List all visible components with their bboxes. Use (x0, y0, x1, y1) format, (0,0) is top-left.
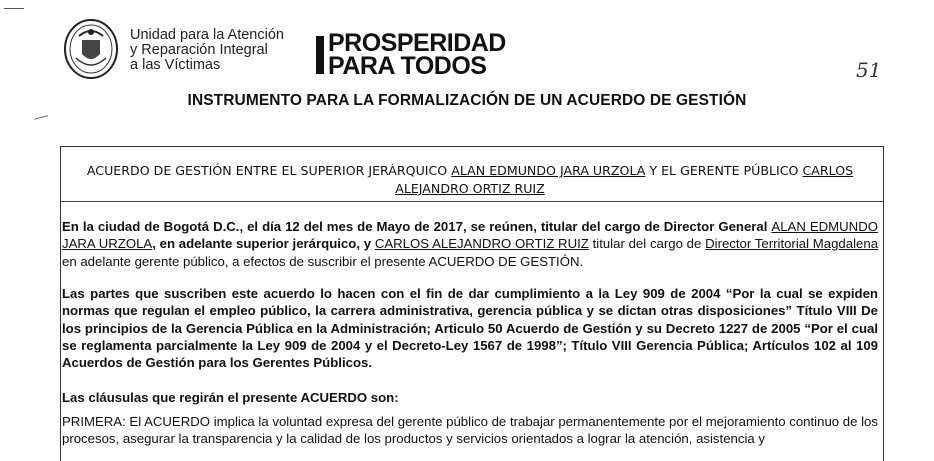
paragraph-legal-basis: Las partes que suscriben este acuerdo lo hacen con el fin de dar cumplimiento a la Ley 909 de 2004 “Por la cual se expiden normas que regulan el empleo público, la carrera administrativa, gerencia pública y se dictan otras disposiciones” Título VIII De los principios de la Gerencia Pública en la Administración; Articulo 50 Acuerdo de Gestión y su Decreto 1227 de 2005 “Por el cual se reglamenta parcialmente la Ley 909 de 2004 y el Decreto-Ley 1567 de 1998”; Título VIII Gerencia Pública; Artículos 102 al 109 Acuerdos de Gestión para los Gerentes Públicos. (62, 286, 878, 371)
gerente-name: CARLOS ALEJANDRO ORTIZ RUIZ (395, 163, 854, 196)
logo-line: PARA TODOS (328, 52, 487, 80)
document-title: INSTRUMENTO PARA LA FORMALIZACIÓN DE UN ACUERDO DE GESTIÓN (187, 92, 747, 109)
superior-name: ALAN EDMUNDO JARA URZOLA (62, 219, 878, 252)
scan-mark (34, 115, 48, 120)
handwritten-page-number: 51 (856, 58, 882, 82)
cargo-name: Director Territorial Magdalena (705, 236, 879, 252)
coat-of-arms-icon (62, 18, 120, 80)
paragraph-primera: PRIMERA: El ACUERDO implica la voluntad expresa del gerente público de trabajar permanentemente por el mejoramiento continuo de los procesos, asegurar la transparencia y la calidad de los productos y servicios orientados a lograr la atención, asistencia y (62, 414, 878, 447)
unidad-victimas-logo (130, 28, 284, 73)
logo-line: a las Víctimas (130, 57, 221, 73)
prosperidad-flag-icon (316, 36, 324, 74)
scan-mark (4, 8, 24, 9)
logo-line: y Reparación Integral (130, 42, 268, 58)
gerente-name: CARLOS ALEJANDRO ORTIZ RUIZ (374, 236, 589, 252)
paragraph-clauses-intro: Las cláusulas que regirán el presente ACUERDO son: (62, 390, 399, 405)
logo-line: Unidad para la Atención (130, 27, 284, 43)
paragraph-intro: En la ciudad de Bogotá D.C., el día 12 del mes de Mayo de 2017, se reúnen, titular del cargo de Director General ALAN EDMUNDO JARA URZOLA, en adelante superior jerárquico, y CARLOS ALEJANDRO ORTIZ RUIZ titular del cargo de Director Territorial Magdalena en adelante gerente público, a efectos de suscribir el presente ACUERDO DE GESTIÓN. (62, 219, 879, 269)
divider (60, 201, 883, 202)
agreement-heading: ACUERDO DE GESTIÓN ENTRE EL SUPERIOR JERÁRQUICO ALAN EDMUNDO JARA URZOLA Y EL GERENTE PÚBLICO CARLOS ALEJANDRO ORTIZ RUIZ (86, 163, 854, 196)
logo-line: PROSPERIDAD (328, 29, 506, 57)
superior-name: ALAN EDMUNDO JARA URZOLA (451, 163, 646, 178)
prosperidad-para-todos-logo (328, 29, 506, 80)
